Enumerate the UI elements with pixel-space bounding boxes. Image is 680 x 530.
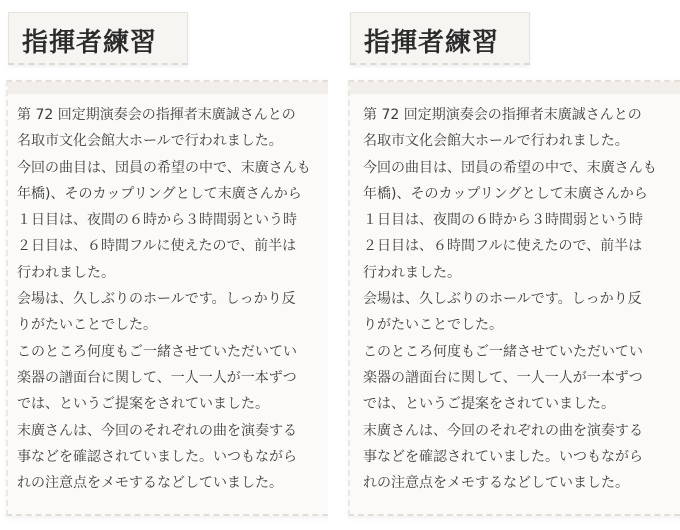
body-line: ２日目は、６時間フルに使えたので、前半は: [363, 238, 643, 255]
body-line: 年橋)、そのカップリングとして末廣さんから: [17, 185, 302, 202]
body-line: では、というご提案をされていました。: [363, 396, 615, 413]
body-line: １日目は、夜間の６時から３時間弱という時: [363, 212, 643, 229]
body-line: 年橋)、そのカップリングとして末廣さんから: [363, 185, 648, 202]
body-line: このところ何度もご一緒させていただいてい: [17, 343, 297, 360]
body-line: 事などを確認されていました。いつもながら: [363, 448, 643, 465]
page-title: 指揮者練習: [364, 28, 500, 58]
title-tab: [350, 12, 530, 65]
body-line: 会場は、久しぶりのホールです。しっかり反: [363, 291, 642, 308]
article-panel-left: [0, 0, 328, 530]
body-line: このところ何度もご一緒させていただいてい: [363, 343, 643, 360]
body-line: １日目は、夜間の６時から３時間弱という時: [17, 212, 297, 229]
article-body: [17, 102, 328, 496]
paper-stripe: [350, 82, 680, 94]
body-line: 今回の曲目は、団員の希望の中で、末廣さんも: [363, 159, 657, 176]
body-line: 第 72 回定期演奏会の指揮者末廣誠さんとの: [363, 107, 642, 123]
paper-stripe: [8, 82, 328, 94]
body-line: では、というご提案をされていました。: [17, 396, 269, 413]
body-line: 会場は、久しぶりのホールです。しっかり反: [17, 291, 296, 308]
body-line: ２日目は、６時間フルに使えたので、前半は: [17, 238, 297, 255]
body-line: 今回の曲目は、団員の希望の中で、末廣さんも: [17, 159, 311, 176]
body-line: 名取市文化会館大ホールで行われました。: [363, 133, 629, 150]
body-line: 楽器の譜面台に関して、一人一人が一本ずつ: [17, 369, 297, 386]
body-line: 楽器の譜面台に関して、一人一人が一本ずつ: [363, 369, 643, 386]
page-title: 指揮者練習: [22, 28, 158, 58]
body-line: りがたいことでした。: [17, 317, 157, 334]
body-line: 行われました。: [363, 264, 461, 281]
body-line: 末廣さんは、今回のそれぞれの曲を演奏する: [363, 422, 643, 439]
body-line: 名取市文化会館大ホールで行われました。: [17, 133, 283, 150]
title-tab: [8, 12, 188, 65]
body-line: れの注意点をメモするなどしていました。: [17, 475, 283, 492]
article-panel-right: [342, 0, 680, 530]
body-line: れの注意点をメモするなどしていました。: [363, 475, 629, 492]
body-line: 行われました。: [17, 264, 115, 281]
body-line: 末廣さんは、今回のそれぞれの曲を演奏する: [17, 422, 297, 439]
body-line: 事などを確認されていました。いつもながら: [17, 448, 297, 465]
body-line: りがたいことでした。: [363, 317, 503, 334]
body-line: 第 72 回定期演奏会の指揮者末廣誠さんとの: [17, 107, 296, 123]
article-body: [363, 102, 680, 496]
